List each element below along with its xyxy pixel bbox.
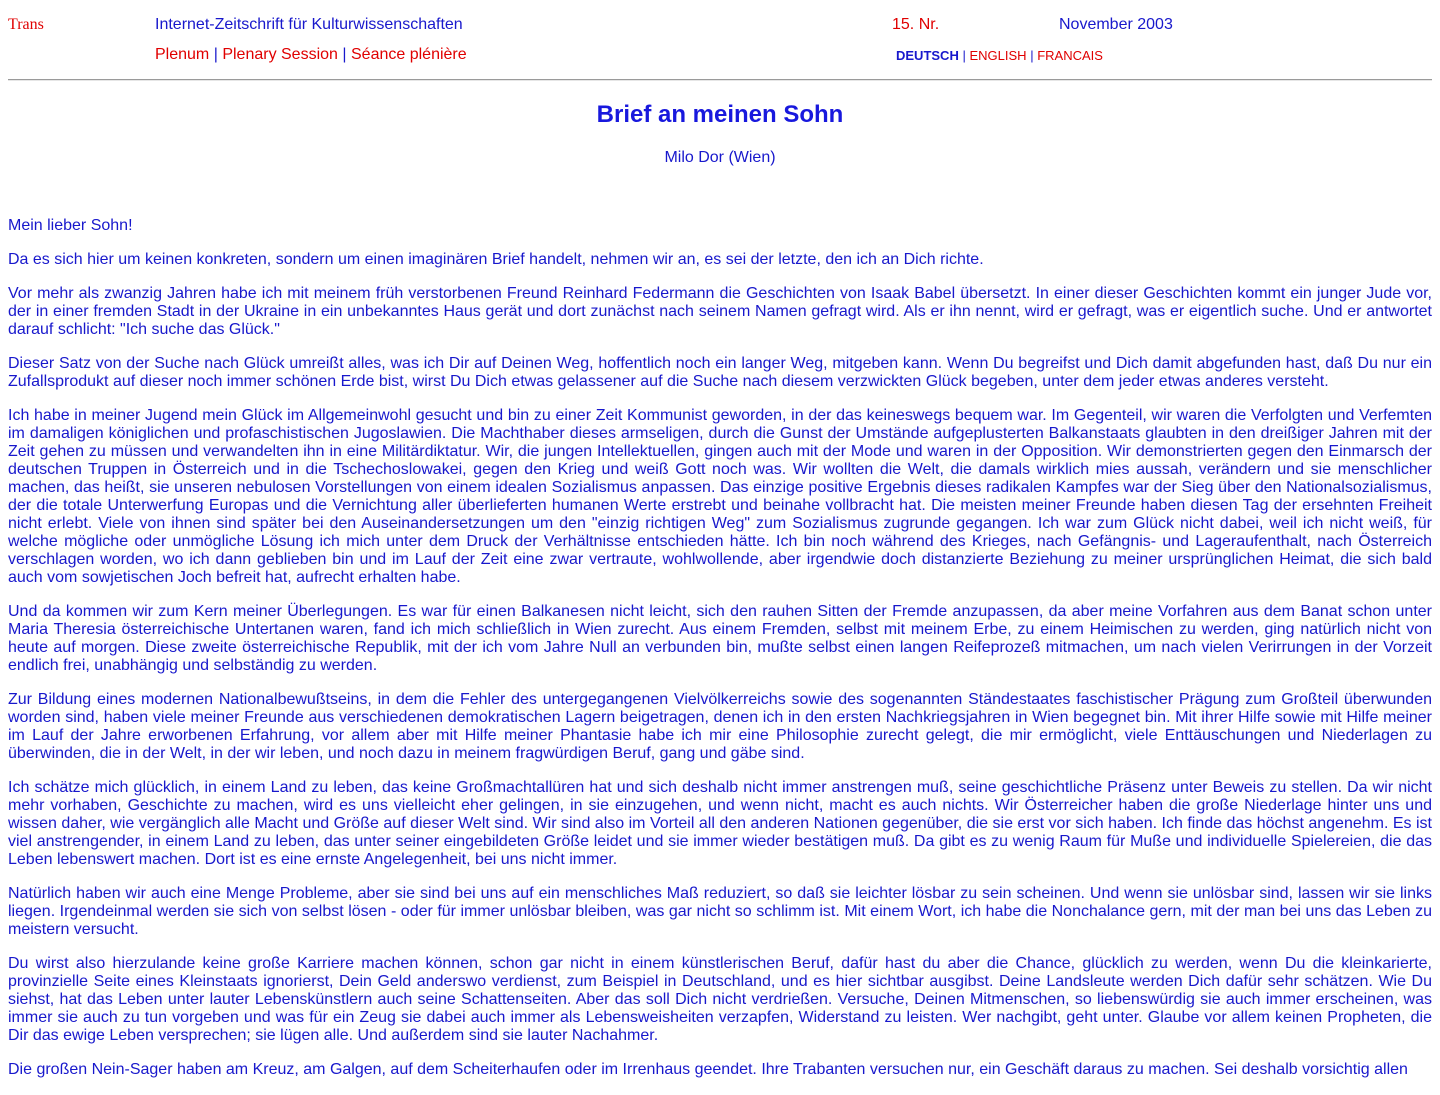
section-nav [155, 46, 467, 64]
paragraph-salutation: Mein lieber Sohn! [8, 217, 133, 234]
separator: | [1030, 48, 1034, 63]
language-link-english[interactable]: ENGLISH [969, 48, 1027, 63]
paragraph: Ich habe in meiner Jugend mein Glück im Allgemeinwohl gesucht und bin zu einer Zeit Kommunist geworden, in der das keineswegs bequem war. Im Gegenteil, wir waren die Verfolgten und Verfemten im damaligen königlichen und profaschistischen Jugoslawien. Die Machthaber dieses armseligen, durch die Gunst der Umstände aufgeplusterten Balkanstaats glaubten in den dreißiger Jahren mit der Zeit gehen zu müssen und verwandelten ihn in eine Militärdiktatur. Wir, die jungen Intellektuellen, gingen auch mit der Mode und waren in der Opposition. Wir demonstrierten gegen den Einmarsch der deutschen Truppen in Österreich und in die Tschechoslowakei, gegen den Krieg und weiß Gott noch was. Wir wollten die Welt, die damals wirklich mies aussah, verändern und sie menschlicher machen, das heißt, sie unseren nebulosen Vorstellungen von einem idealen Sozialismus anpassen. Das einzige positive Ergebnis dieses radikalen Kampfes war der Sieg über den Nationalsozialismus, der die totale Unterwerfung Europas und die Vernichtung aller überlieferten humanen Werte erstrebt und beinahe vollbracht hat. Die meisten meiner Freunde haben diesen Tag der ersehnten Freiheit nicht erlebt. Viele von ihnen sind später bei den Auseinandersetzungen um den "einzig richtigen Weg" zum Sozialismus zugrunde gegangen. Ich war zum Glück nicht dabei, weil ich nicht weiß, für welche mögliche oder unmögliche Lösung ich mich unter dem Druck der Verhältnisse entschieden hätte. Ich bin noch während des Krieges, nach Gefängnis- und Lageraufenthalt, nach Österreich verschlagen worden, wo ich dann geblieben bin und im Lauf der Zeit eine zwar vertraute, wohlwollende, aber irgendwie doch distanzierte Beziehung zu meiner ursprünglichen Heimat, die sich bald auch vom sowjetischen Joch befreit hat, aufrecht erhalten habe. [8, 407, 1432, 586]
issue-date: November 2003 [1059, 16, 1173, 33]
site-logo[interactable]: Trans [8, 16, 44, 33]
section-link-plenum[interactable]: Plenum [155, 46, 210, 63]
paragraph: Da es sich hier um keinen konkreten, sondern um einen imaginären Brief handelt, nehmen wir an, es sei der letzte, den ich an Dich richte. [8, 251, 984, 268]
language-deutsch-active: DEUTSCH [896, 48, 959, 63]
paragraph: Und da kommen wir zum Kern meiner Überlegungen. Es war für einen Balkanesen nicht leicht, sich den rauhen Sitten der Fremde anzupassen, da aber meine Vorfahren aus dem Banat schon unter Maria Theresia österreichische Untertanen waren, fand ich mich schließlich in Wien zurecht. Aus einem Fremden, selbst mit meinem Erbe, zu einem Heimischen zu werden, ging natürlich nicht von heute auf morgen. Diese zweite österreichische Republik, mit der ich vom Jahre Null an verbunden bin, mußte selbst einen langen Reifeprozeß mitmachen, um nach vielen Verirrungen in der Vorzeit endlich frei, unabhängig und selbständig zu werden. [8, 603, 1432, 674]
paragraph: Ich schätze mich glücklich, in einem Land zu leben, das keine Großmachtallüren hat und sich deshalb nicht immer anstrengen muß, seine geschichtliche Präsenz unter Beweis zu stellen. Da wir nicht mehr vorhaben, Geschichte zu machen, wird es uns vielleicht eher gelingen, in sie einzugehen, und wenn nicht, macht es auch nichts. Wir Österreicher haben die große Niederlage hinter uns und wissen daher, wie vergänglich alle Macht und Größe auf dieser Welt sind. Wir sind also im Vorteil all den anderen Nationen gegenüber, die sie erst vor sich haben. Ich finde das höchst angenehm. Es ist viel anstrengender, in einem Land zu leben, das unter seiner eingebildeten Größe leidet und sie immer wieder bestätigen muß. Da gibt es zu wenig Raum für Muße und individuelle Spielereien, die das Leben lebenswert machen. Dort ist es eine ernste Angelegenheit, bei uns nicht immer. [8, 779, 1432, 868]
issue-number[interactable]: 15. Nr. [892, 16, 940, 33]
paragraph: Zur Bildung eines modernen Nationalbewußtseins, in dem die Fehler des untergegangenen Vielvölkerreichs sowie des sogenannten Ständestaates faschistischer Prägung zum Großteil überwunden worden sind, haben viele meiner Freunde aus verschiedenen demokratischen Lagern beigetragen, denen ich in den ersten Nachkriegsjahren in Wien begegnet bin. Mit ihrer Hilfe sowie mit Hilfe meiner im Lauf der Jahre erworbenen Erfahrung, vor allem aber mit Hilfe meiner Phantasie habe ich mir eine Philosophie zurecht gelegt, die mir ermöglicht, viele Enttäuschungen und Niederlagen zu überwinden, die in der Welt, in der wir leben, und noch dazu in meinem fragwürdigen Beruf, gang und gäbe sind. [8, 691, 1432, 762]
header-divider [8, 79, 1432, 81]
article-author: Milo Dor (Wien) [664, 149, 776, 166]
separator: | [962, 48, 966, 63]
separator: | [213, 46, 218, 63]
section-link-seance-pleniere[interactable]: Séance plénière [351, 46, 467, 63]
paragraph: Natürlich haben wir auch eine Menge Probleme, aber sie sind bei uns auf ein menschliches Maß reduziert, so daß sie leichter lösbar zu sein scheinen. Und wenn sie unlösbar sind, lassen wir sie links liegen. Irgendeinmal werden sie sich von selbst lösen - oder für immer unlösbar bleiben, was gar nicht so schlimm ist. Mit einem Wort, ich habe die Nonchalance gern, mit der man bei uns das Leben zu meistern versucht. [8, 885, 1432, 938]
paragraph: Vor mehr als zwanzig Jahren habe ich mit meinem früh verstorbenen Freund Reinhard Federmann die Geschichten von Isaak Babel übersetzt. In einer dieser Geschichten kommt ein junger Jude vor, der in einer fremden Stadt in der Ukraine in ein unbekanntes Haus gerät und dort zunächst nach seinem Namen gefragt wird. Als er ihn nennt, wird er gefragt, was er eigentlich suche. Und er antwortet darauf schlicht: "Ich suche das Glück." [8, 285, 1432, 338]
section-link-plenary-session[interactable]: Plenary Session [222, 46, 338, 63]
article-title: Brief an meinen Sohn [596, 101, 844, 128]
article-body [8, 217, 1432, 1095]
language-link-francais[interactable]: FRANCAIS [1037, 48, 1103, 63]
paragraph: Dieser Satz von der Suche nach Glück umreißt alles, was ich Dir auf Deinen Weg, hoffentlich noch ein langer Weg, mitgeben kann. Wenn Du begreifst und Dich damit abgefunden hast, daß Du nur ein Zufallsprodukt auf dieser noch immer schönen Erde bist, wirst Du Dich etwas gelassener auf die Suche nach diesem verzwickten Glück begeben, unter dem jeder etwas anderes versteht. [8, 355, 1432, 390]
paragraph: Die großen Nein-Sager haben am Kreuz, am Galgen, auf dem Scheiterhaufen oder im Irrenhaus geendet. Ihre Trabanten versuchen nur, ein Geschäft daraus zu machen. Sei deshalb vorsichtig allen [8, 1061, 1408, 1078]
language-switcher [896, 47, 1103, 65]
paragraph: Du wirst also hierzulande keine große Karriere machen können, schon gar nicht in einem künstlerischen Beruf, dafür hast du aber die Chance, glücklich zu werden, wenn Du die kleinkarierte, provinzielle Seite eines Kleinstaats ignorierst, Dein Geld anderswo verdienst, zum Beispiel in Deutschland, und es hier sichtbar ausgibst. Deine Landsleute werden Dich dafür sehr schätzen. Wie Du siehst, hat das Leben unter lauter Lebenskünstlern auch seine Schattenseiten. Aber das soll Dich nicht verdrießen. Versuche, Deinen Mitmenschen, so liebenswürdig sie auch immer erscheinen, was immer sie auch zu tun vorgeben und was für ein Zeug sie dabei auch immer als Lebensweisheiten verzapfen, Widerstand zu leisten. Wer nachgibt, geht unter. Glaube vor allem keinen Propheten, die Dir das ewige Leben versprechen; sie lügen alle. Und außerdem sind sie lauter Nachahmer. [8, 955, 1432, 1044]
separator: | [342, 46, 347, 63]
journal-name: Internet-Zeitschrift für Kulturwissenschaften [155, 16, 463, 33]
